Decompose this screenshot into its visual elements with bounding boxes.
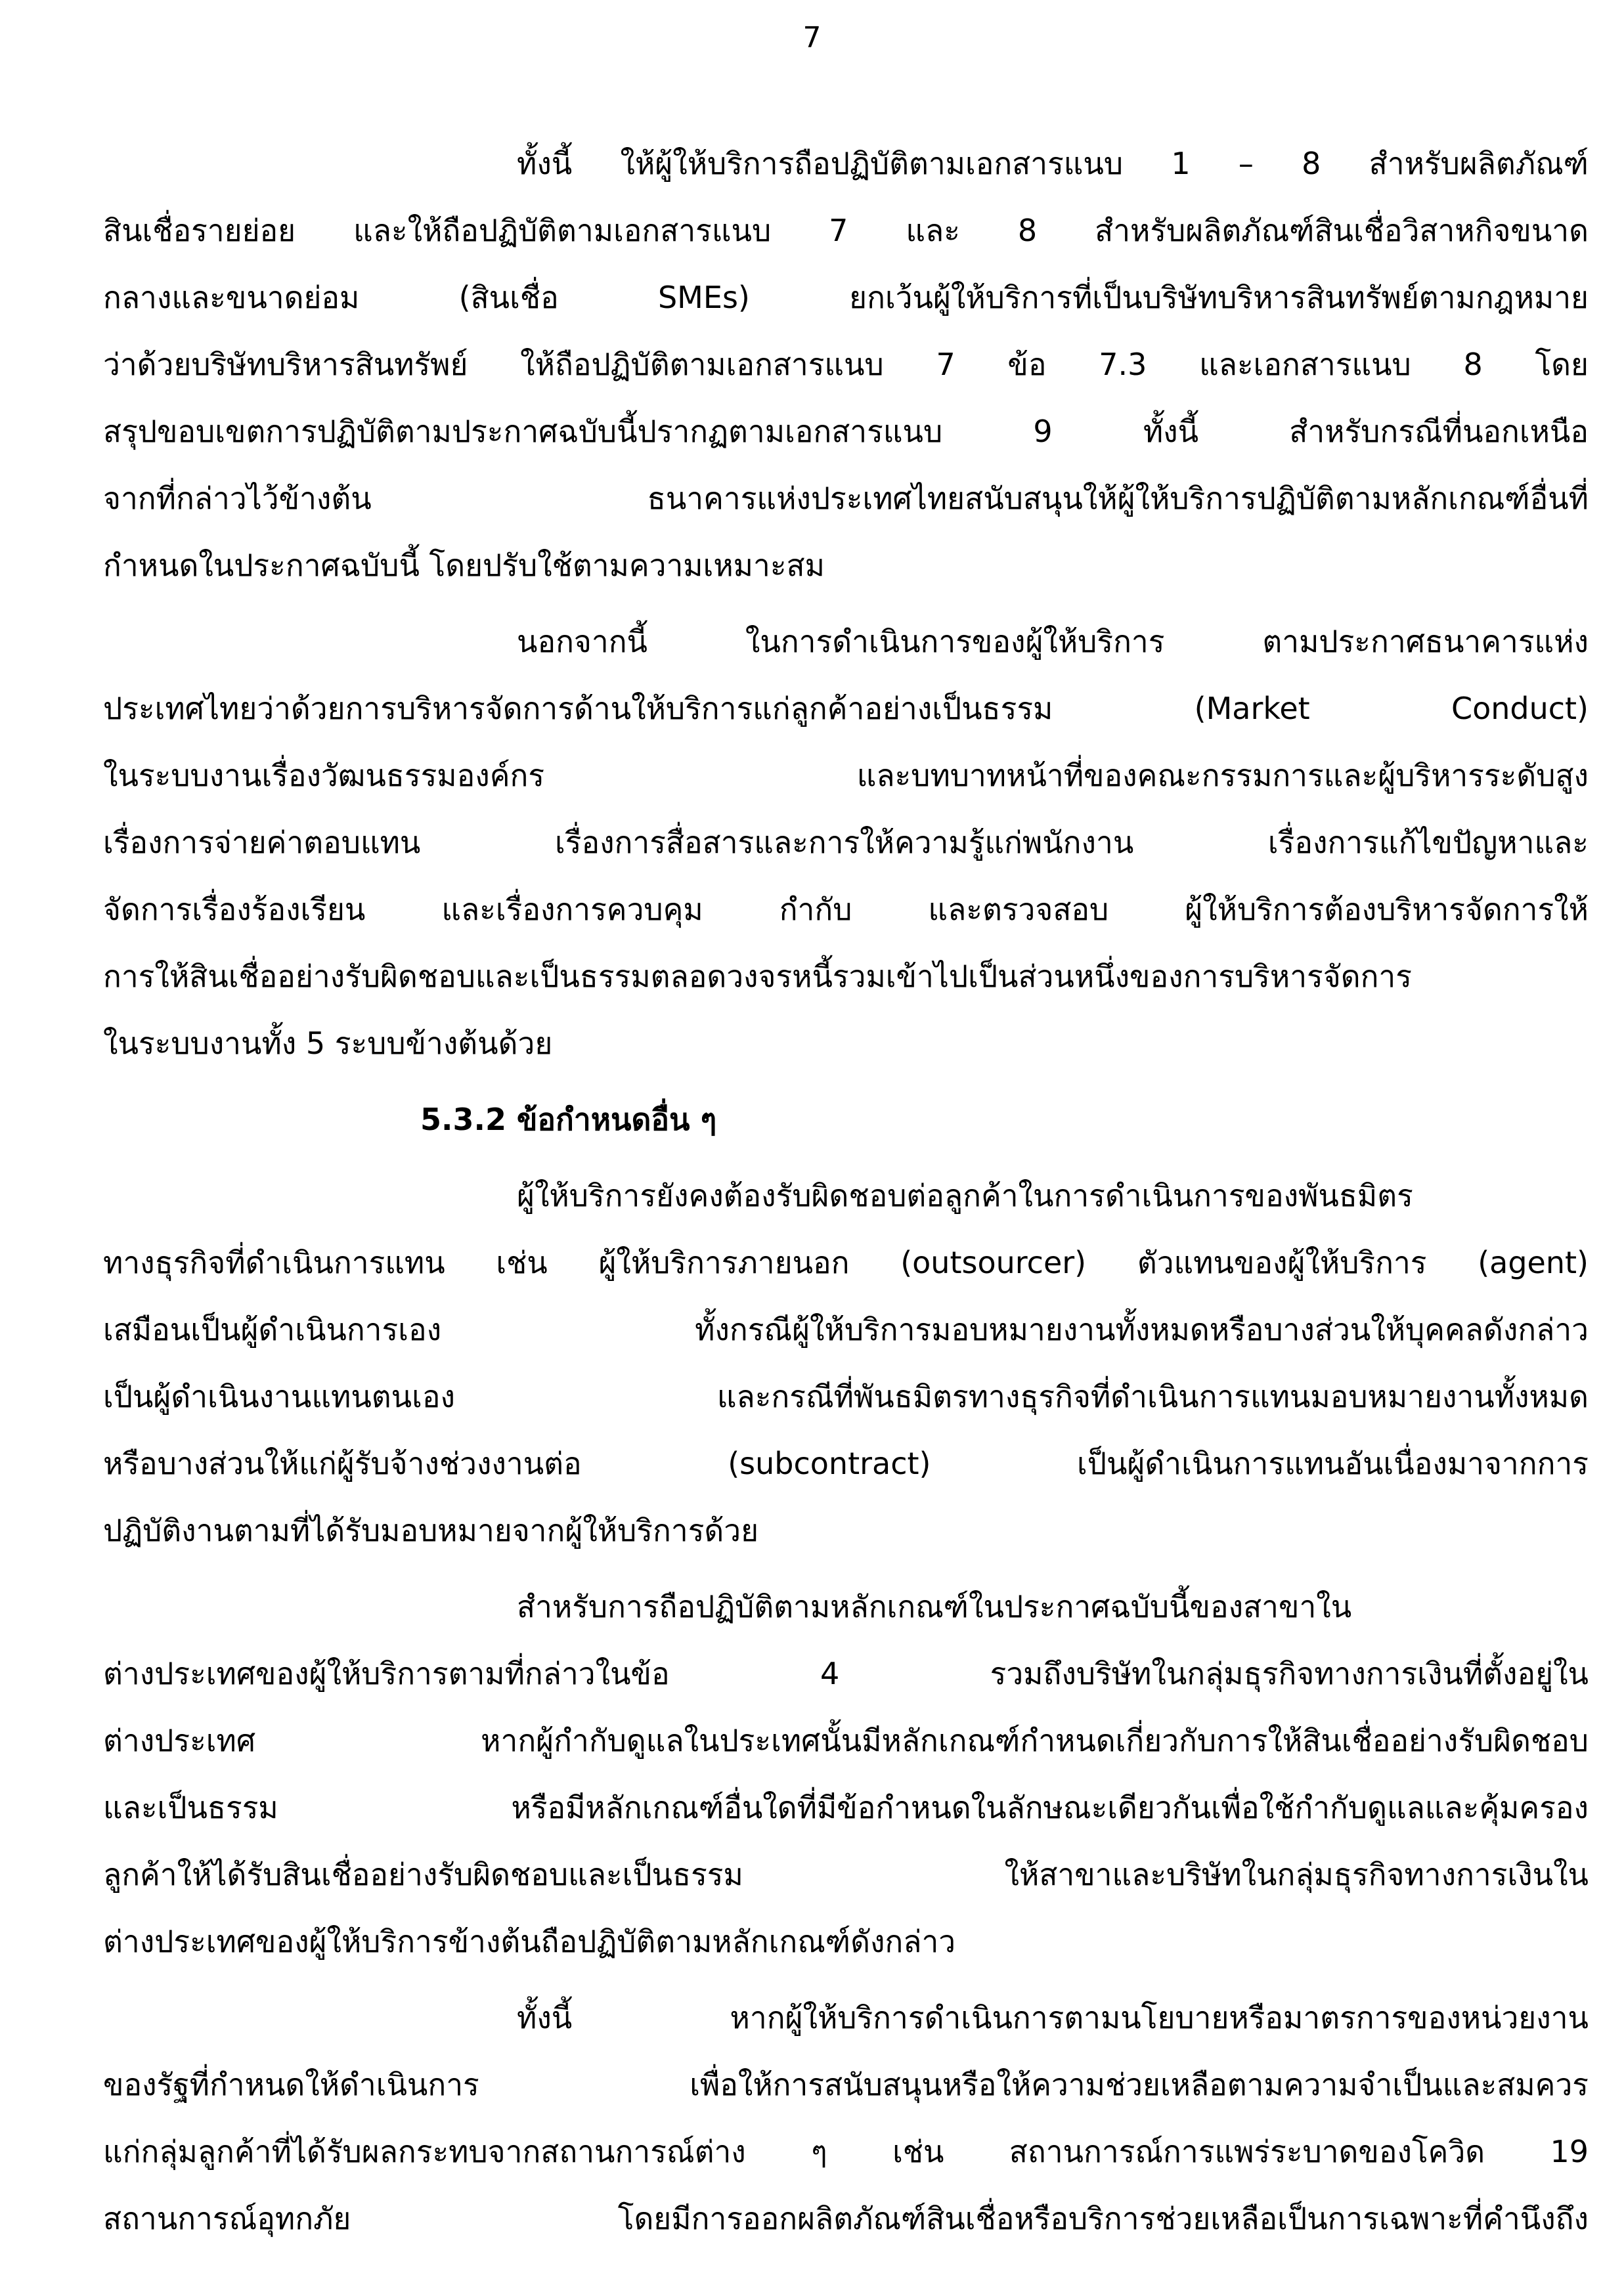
paragraph-line: ประเทศไทยว่าด้วยการบริหารจัดการด้านให้บริการแก่ลูกค้าอย่างเป็นธรรม (Market Conduct) xyxy=(103,691,1589,726)
page-number: 7 xyxy=(802,21,822,54)
paragraph-line: ว่าด้วยบริษัทบริหารสินทรัพย์ ให้ถือปฏิบัติตามเอกสารแนบ 7 ข้อ 7.3 และเอกสารแนบ 8 โดย xyxy=(103,347,1589,382)
document-body xyxy=(103,130,1589,2252)
paragraph-scope-of-compliance xyxy=(103,130,1589,599)
paragraph-line: ต่างประเทศ หากผู้กำกับดูแลในประเทศนั้นมีหลักเกณฑ์กำหนดเกี่ยวกับการให้สินเชื่ออย่างรับผิดชอบ xyxy=(103,1723,1589,1758)
paragraph-line: สินเชื่อรายย่อย และให้ถือปฏิบัติตามเอกสารแนบ 7 และ 8 สำหรับผลิตภัณฑ์สินเชื่อวิสาหกิจขนาด xyxy=(103,213,1589,248)
paragraph-line: สำหรับการถือปฏิบัติตามหลักเกณฑ์ในประกาศฉบับนี้ของสาขาใน xyxy=(517,1589,1352,1624)
paragraph-spacer xyxy=(103,1975,1589,1984)
paragraph-line: นอกจากนี้ ในการดำเนินการของผู้ให้บริการ ตามประกาศธนาคารแห่ง xyxy=(517,624,1589,659)
paragraph-line: ทางธุรกิจที่ดำเนินการแทน เช่น ผู้ให้บริการภายนอก (outsourcer) ตัวแทนของผู้ให้บริการ (agent) xyxy=(103,1245,1589,1280)
paragraph-line: และเป็นธรรม หรือมีหลักเกณฑ์อื่นใดที่มีข้อกำหนดในลักษณะเดียวกันเพื่อใช้กำกับดูแลและคุ้มครอง xyxy=(103,1790,1589,1825)
paragraph-spacer xyxy=(103,1153,1589,1162)
paragraph-line: ของรัฐที่กำหนดให้ดำเนินการ เพื่อให้การสนับสนุนหรือให้ความช่วยเหลือตามความจำเป็นและสมควร xyxy=(103,2067,1589,2102)
paragraph-line: สถานการณ์อุทกภัย โดยมีการออกผลิตภัณฑ์สินเชื่อหรือบริการช่วยเหลือเป็นการเฉพาะที่คำนึงถึง xyxy=(103,2201,1589,2236)
paragraph-line: เป็นผู้ดำเนินงานแทนตนเอง และกรณีที่พันธมิตรทางธุรกิจที่ดำเนินการแทนมอบหมายงานทั้งหมด xyxy=(103,1379,1589,1414)
paragraph-spacer xyxy=(103,1077,1589,1086)
paragraph-line: ลูกค้าให้ได้รับสินเชื่ออย่างรับผิดชอบและเป็นธรรม ให้สาขาและบริษัทในกลุ่มธุรกิจทางการเงินใน xyxy=(103,1857,1589,1892)
paragraph-line: ทั้งนี้ ให้ผู้ให้บริการถือปฏิบัติตามเอกสารแนบ 1 – 8 สำหรับผลิตภัณฑ์ xyxy=(517,146,1589,181)
paragraph-line: ในระบบงานเรื่องวัฒนธรรมองค์กร และบทบาทหน้าที่ของคณะกรรมการและผู้บริหารระดับสูง xyxy=(103,758,1589,793)
paragraph-line: จัดการเรื่องร้องเรียน และเรื่องการควบคุม กำกับ และตรวจสอบ ผู้ให้บริการต้องบริหารจัดการให้ xyxy=(103,892,1589,927)
paragraph-line: กำหนดในประกาศฉบับนี้ โดยปรับใช้ตามความเหมาะสม xyxy=(103,548,825,583)
paragraph-line: จากที่กล่าวไว้ข้างต้น ธนาคารแห่งประเทศไทยสนับสนุนให้ผู้ให้บริการปฏิบัติตามหลักเกณฑ์อื่นที่ xyxy=(103,481,1589,516)
paragraph-line: เสมือนเป็นผู้ดำเนินการเอง ทั้งกรณีผู้ให้บริการมอบหมายงานทั้งหมดหรือบางส่วนให้บุคคลดังกล่าว xyxy=(103,1312,1589,1347)
paragraph-line: ปฏิบัติงานตามที่ได้รับมอบหมายจากผู้ให้บริการด้วย xyxy=(103,1513,759,1548)
paragraph-line: การให้สินเชื่ออย่างรับผิดชอบและเป็นธรรมตลอดวงจรหนี้รวมเข้าไปเป็นส่วนหนึ่งของการบริหารจัดการ xyxy=(103,959,1412,994)
section-heading: 5.3.2 ข้อกำหนดอื่น ๆ xyxy=(420,1102,717,1137)
paragraph-government-measures xyxy=(103,1984,1589,2252)
paragraph-line: ในระบบงานทั้ง 5 ระบบข้างต้นด้วย xyxy=(103,1026,553,1061)
paragraph-line: ผู้ให้บริการยังคงต้องรับผิดชอบต่อลูกค้าในการดำเนินการของพันธมิตร xyxy=(517,1178,1413,1213)
paragraph-line: หรือบางส่วนให้แก่ผู้รับจ้างช่วงงานต่อ (subcontract) เป็นผู้ดำเนินการแทนอันเนื่องมาจากการ xyxy=(103,1446,1589,1481)
paragraph-foreign-branches xyxy=(103,1573,1589,1975)
paragraph-line: ต่างประเทศของผู้ให้บริการตามที่กล่าวในข้อ 4 รวมถึงบริษัทในกลุ่มธุรกิจทางการเงินที่ตั้งอยู่ใน xyxy=(103,1656,1589,1691)
paragraph-spacer xyxy=(103,1564,1589,1573)
paragraph-line: ทั้งนี้ หากผู้ให้บริการดำเนินการตามนโยบายหรือมาตรการของหน่วยงาน xyxy=(517,2000,1589,2035)
paragraph-line: สรุปขอบเขตการปฏิบัติตามประกาศฉบับนี้ปรากฏตามเอกสารแนบ 9 ทั้งนี้ สำหรับกรณีที่นอกเหนือ xyxy=(103,414,1589,449)
paragraph-business-partners xyxy=(103,1162,1589,1564)
paragraph-line: เรื่องการจ่ายค่าตอบแทน เรื่องการสื่อสารและการให้ความรู้แก่พนักงาน เรื่องการแก้ไขปัญหาและ xyxy=(103,825,1589,860)
paragraph-line: กลางและขนาดย่อม (สินเชื่อ SMEs) ยกเว้นผู้ให้บริการที่เป็นบริษัทบริหารสินทรัพย์ตามกฎหมาย xyxy=(103,280,1589,315)
paragraph-line: แก่กลุ่มลูกค้าที่ได้รับผลกระทบจากสถานการณ์ต่าง ๆ เช่น สถานการณ์การแพร่ระบาดของโควิด 19 xyxy=(103,2134,1589,2169)
paragraph-spacer xyxy=(103,599,1589,608)
paragraph-market-conduct xyxy=(103,608,1589,1077)
paragraph-line: ต่างประเทศของผู้ให้บริการข้างต้นถือปฏิบัติตามหลักเกณฑ์ดังกล่าว xyxy=(103,1924,956,1959)
